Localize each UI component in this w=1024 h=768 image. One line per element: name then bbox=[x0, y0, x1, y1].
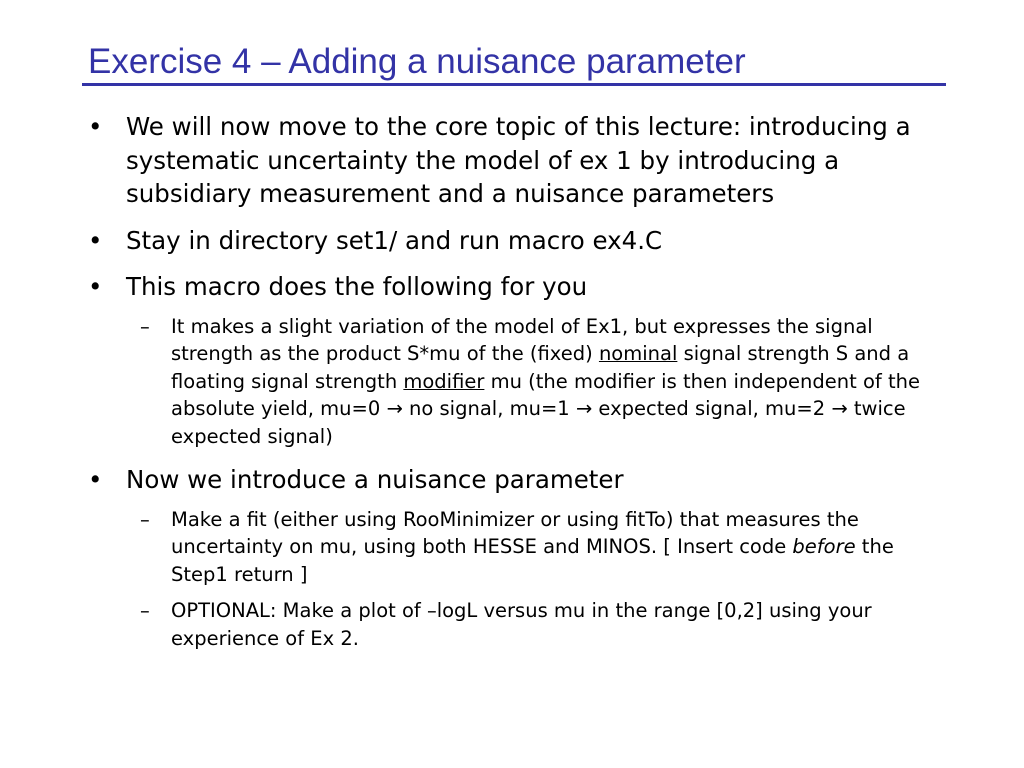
underlined-word-nominal: nominal bbox=[598, 342, 678, 365]
dash-icon: – bbox=[140, 314, 150, 338]
text-run: mu (the modifier is then independent of the absolute yield, mu=0 bbox=[171, 369, 920, 420]
italic-word-before: before bbox=[792, 535, 856, 558]
bullet-icon: • bbox=[88, 465, 103, 494]
bullet-item-2 bbox=[88, 224, 948, 258]
sub-bullet-item-4-1 bbox=[88, 506, 948, 589]
sub-bullet-text: OPTIONAL: Make a plot of –logL versus mu in the range [0,2] using your experience of Ex 2. bbox=[171, 599, 872, 650]
bullet-icon: • bbox=[88, 272, 103, 301]
sub-bullet-item-3-1 bbox=[88, 313, 948, 451]
text-run: twice expected signal) bbox=[171, 397, 906, 448]
text-run: signal strength S and a floating signal strength bbox=[171, 342, 910, 393]
underlined-word-modifier: modifier bbox=[403, 369, 485, 393]
bullet-item-3 bbox=[88, 270, 948, 304]
title-rule bbox=[82, 83, 946, 86]
text-run: expected signal, mu=2 bbox=[592, 397, 832, 420]
sub-bullet-text bbox=[171, 508, 894, 586]
right-arrow-icon: → bbox=[831, 397, 848, 420]
slide-title: Exercise 4 – Adding a nuisance parameter bbox=[88, 42, 746, 81]
text-run: Make a fit (either using RooMinimizer or using fitTo) that measures the uncertainty on mu, using both HESSE and MINOS. [ Insert code bbox=[171, 507, 859, 558]
text-run: the Step1 return ] bbox=[171, 535, 894, 586]
bullet-icon: • bbox=[88, 112, 103, 141]
right-arrow-icon: → bbox=[386, 397, 403, 420]
bullet-item-1 bbox=[88, 110, 948, 211]
sub-bullet-item-4-2 bbox=[88, 597, 948, 652]
bullet-text: This macro does the following for you bbox=[126, 272, 588, 301]
bullet-item-4 bbox=[88, 463, 948, 497]
bullet-text: We will now move to the core topic of this lecture: introducing a systematic uncertainty the model of ex 1 by introducing a subsidiary measurement and a nuisance parameters bbox=[126, 112, 911, 208]
right-arrow-icon: → bbox=[575, 397, 593, 420]
text-run: It makes a slight variation of the model of Ex1, but expresses the signal strength as the product S*mu of the (fixed) bbox=[171, 314, 873, 365]
bullet-text: Stay in directory set1/ and run macro ex4.C bbox=[126, 225, 663, 255]
dash-icon: – bbox=[140, 507, 150, 531]
bullet-icon: • bbox=[88, 225, 103, 255]
bullet-text: Now we introduce a nuisance parameter bbox=[126, 465, 624, 494]
slide-content bbox=[88, 110, 948, 665]
text-run: no signal, mu=1 bbox=[402, 397, 576, 420]
sub-bullet-text bbox=[171, 315, 920, 448]
dash-icon: – bbox=[140, 599, 150, 622]
